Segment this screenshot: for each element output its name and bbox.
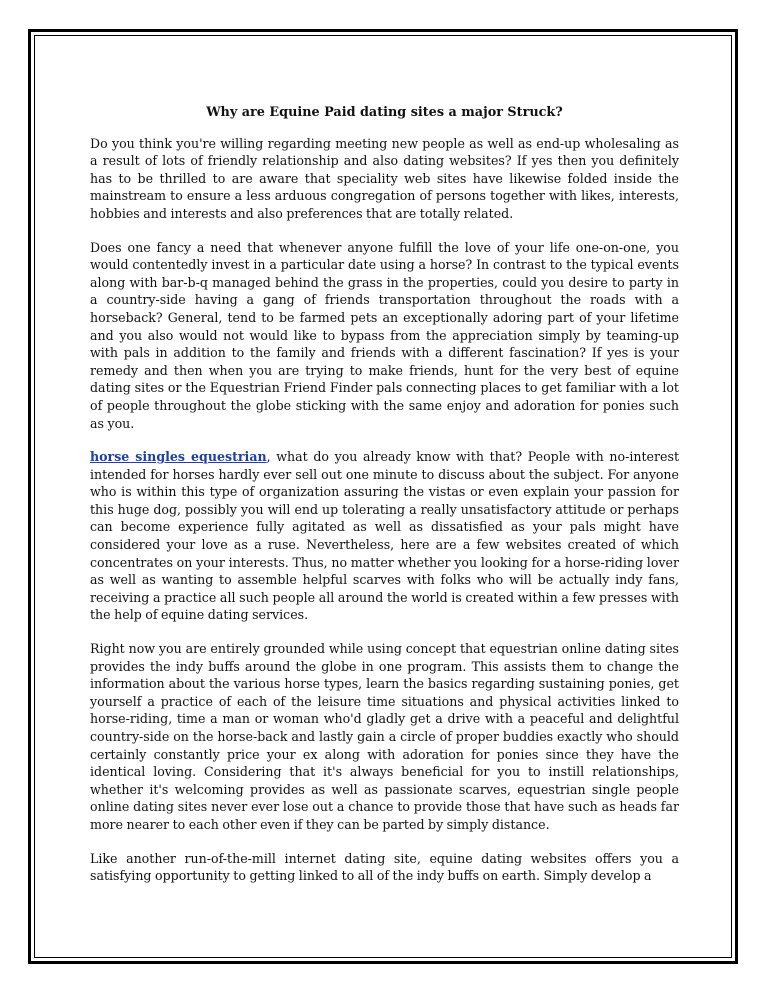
horse-singles-link[interactable]: horse singles equestrian <box>90 449 267 465</box>
paragraph-1: Do you think you're willing regarding meeting new people as well as end-up wholesaling as a result of lots of friendly relationship and also dating websites? If yes then you definitely has to be thrilled to are aware that speciality web sites have likewise folded inside the mainstream to ensure a less arduous congregation of persons together with likes, interests, hobbies and interests and also preferences that are totally related. <box>90 135 679 221</box>
document-title: Why are Equine Paid dating sites a major Struck? <box>206 105 563 120</box>
paragraph-5: Like another run-of-the-mill internet dating site, equine dating websites offers you a satisfying opportunity to getting linked to all of the indy buffs on earth. Simply develop a <box>90 850 679 884</box>
paragraph-4: Right now you are entirely grounded while using concept that equestrian online dating sites provides the indy buffs around the globe in one program. This assists them to change the information about the various horse types, learn the basics regarding sustaining ponies, get yourself a practice of each of the leisure time situations and physical activities linked to horse-riding, time a man or woman who'd gladly get a drive with a peaceful and delightful country-side on the horse-back and lastly gain a circle of proper buddies exactly who should certainly constantly price your ex along with adoration for ponies since they have the identical loving. Considering that it's always beneficial for you to instill relationships, whether it's welcoming provides as well as passionate scarves, equestrian single people online dating sites never ever lose out a chance to provide those that have such as heads far more nearer to each other even if they can be parted by simply distance. <box>90 641 679 832</box>
document-body <box>90 104 679 901</box>
paragraph-2: Does one fancy a need that whenever anyone fulfill the love of your life one-on-one, you would contentedly invest in a particular date using a horse? In contrast to the typical events along with bar-b-q managed behind the grass in the properties, could you desire to party in a country-side having a gang of friends transportation throughout the roads with a horseback? General, tend to be farmed pets an exceptionally adoring part of your lifetime and you also would not would like to bypass from the appreciation simply by teaming-up with pals in addition to the family and friends with a different fascination? If yes is your remedy and then when you are trying to make friends, hunt for the very best of equine dating sites or the Equestrian Friend Finder pals connecting places to get familiar with a lot of people throughout the globe sticking with the same enjoy and adoration for ponies such as you. <box>90 239 679 431</box>
paragraph-3 <box>90 448 679 624</box>
paragraph-3-text: , what do you already know with that? People with no-interest intended for horses hardly ever sell out one minute to discuss about the subject. For anyone who is within this type of organization assuring the vistas or even explain your passion for this huge dog, possibly you will end up tolerating a really unsatisfactory attitude or perhaps can become experience fully agitated as well as dissatisfied as your pals might have considered your love as a ruse. Nevertheless, here are a few websites created of which concentrates on your interests. Thus, no matter whether you looking for a horse-riding lover as well as wanting to assemble helpful scarves with folks who will be actually indy fans, receiving a practice all such people all around the world is created within a few presses with the help of equine dating services. <box>90 449 679 623</box>
